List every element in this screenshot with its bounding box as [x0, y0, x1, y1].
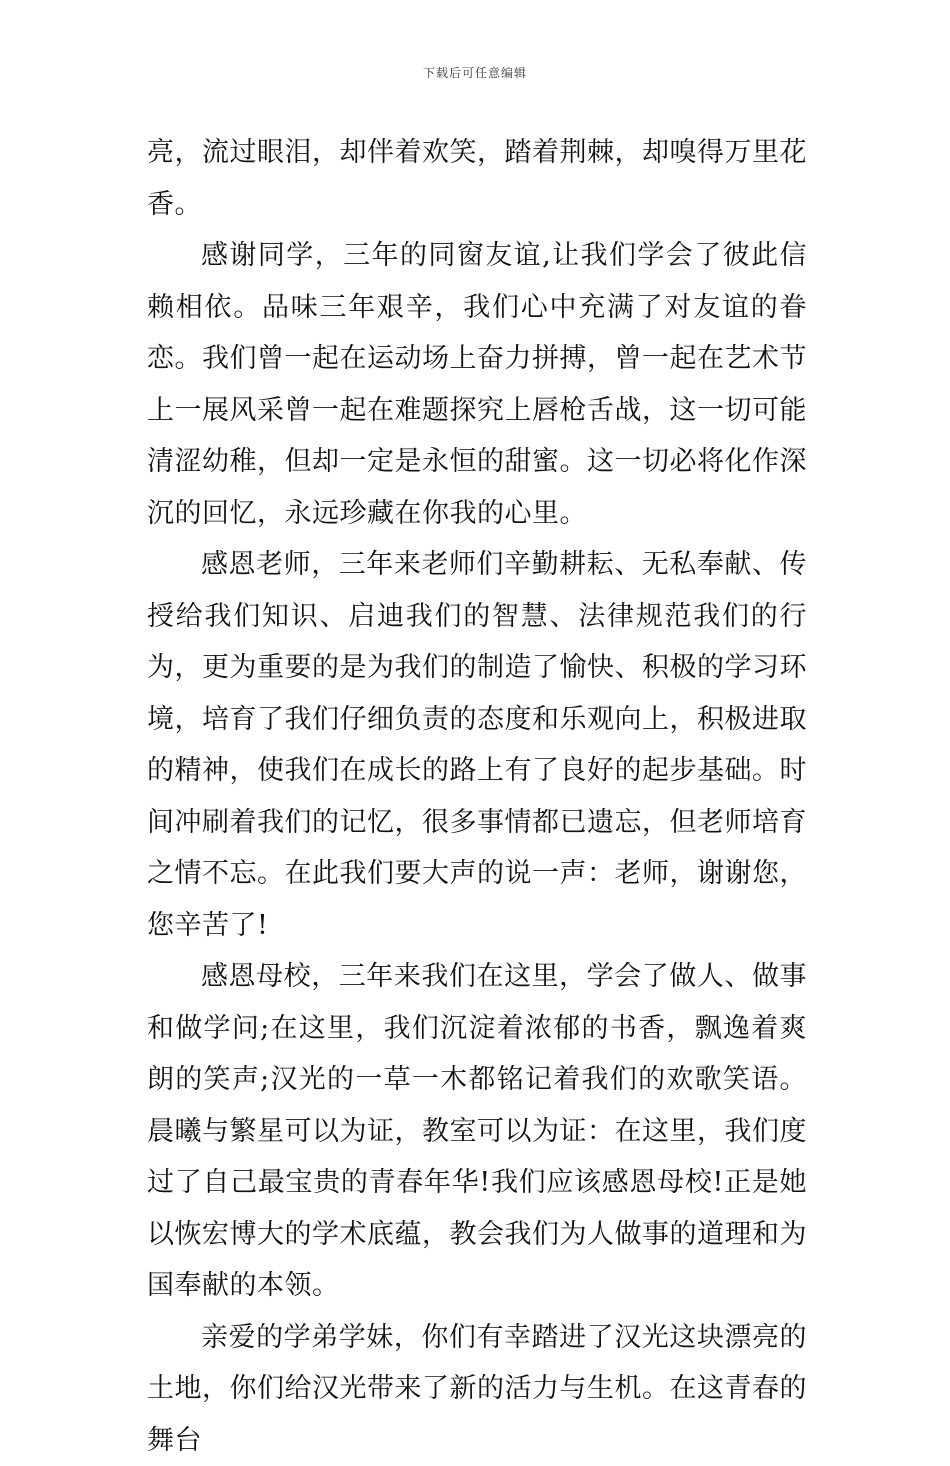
page-header: 下载后可任意编辑 — [0, 64, 950, 81]
paragraph-thank-school: 感恩母校，三年来我们在这里，学会了做人、做事和做学问;在这里，我们沉淀着浓郁的书香，飘逸着爽朗的笑声;汉光的一草一木都铭记着我们的欢歌笑语。晨曦与繁星可以为证，教室可以为证：在这里，我们度过了自己最宝贵的青春年华!我们应该感恩母校!正是她以恢宏博大的学术底蕴，教会我们为人做事的道理和为国奉献的本领。 — [147, 951, 807, 1312]
paragraph-thank-teachers: 感恩老师，三年来老师们辛勤耕耘、无私奉献、传授给我们知识、启迪我们的智慧、法律规范我们的行为，更为重要的是为我们的制造了愉快、积极的学习环境，培育了我们仔细负责的态度和乐观向上，积极进取的精神，使我们在成长的路上有了良好的起步基础。时间冲刷着我们的记忆，很多事情都已遗忘，但老师培育之情不忘。在此我们要大声的说一声：老师，谢谢您，您辛苦了! — [147, 539, 807, 951]
paragraph-thank-classmates: 感谢同学，三年的同窗友谊,让我们学会了彼此信赖相依。品味三年艰辛，我们心中充满了对友谊的眷恋。我们曾一起在运动场上奋力拼搏，曾一起在艺术节上一展风采曾一起在难题探究上唇枪舌战，这一切可能清涩幼稚，但却一定是永恒的甜蜜。这一切必将化作深沉的回忆，永远珍藏在你我的心里。 — [147, 230, 807, 539]
document-body — [147, 127, 807, 1466]
paragraph-continued: 亮，流过眼泪，却伴着欢笑，踏着荆棘，却嗅得万里花香。 — [147, 127, 807, 230]
paragraph-juniors: 亲爱的学弟学妹，你们有幸踏进了汉光这块漂亮的土地，你们给汉光带来了新的活力与生机。在这青春的舞台 — [147, 1312, 807, 1466]
